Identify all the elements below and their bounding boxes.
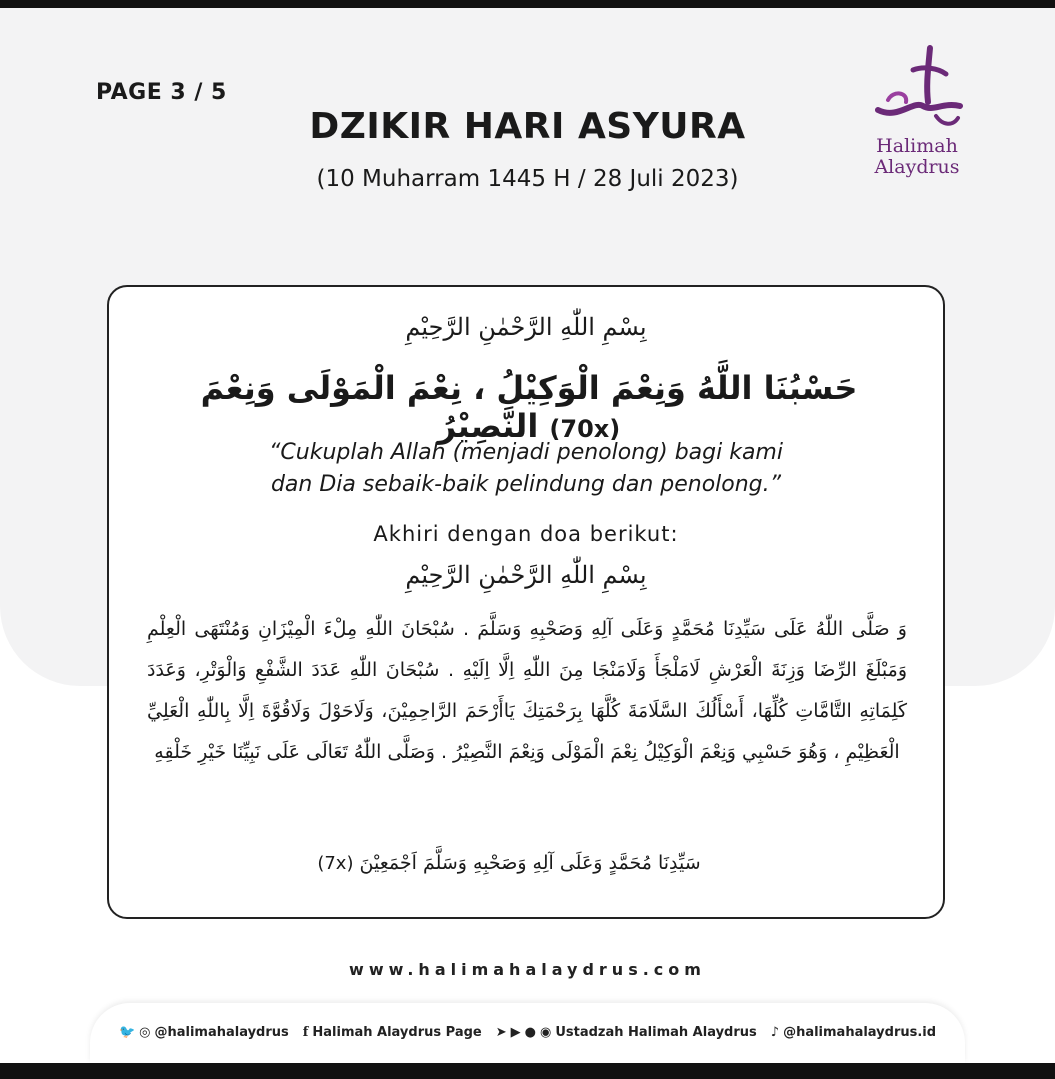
podcast-icon: ◉ xyxy=(539,1025,552,1040)
facebook-icon: f xyxy=(302,1025,309,1040)
top-border xyxy=(0,0,1055,8)
twitter-icon: 🐦 xyxy=(118,1025,136,1040)
logo-text-line2: Alaydrus xyxy=(874,156,960,178)
bottom-border xyxy=(0,1063,1055,1079)
doa-text: وَ صَلَّى اللّٰهُ عَلَى سَيِّدِنَا مُحَمَّدٍ وَعَلَى آلِهِ وَصَحْبِهِ وَسَلَّمَ . سُبْحَانَ اللّٰهِ مِلْءَ الْمِيْزَانِ وَمُنْتَهَى الْعِلْمِ وَمَبْلَغَ الرِّضَا وَزِنَةَ الْعَرْشِ لَامَلْجَأَ وَلَامَنْجَا مِنَ اللّٰهِ اِلَّا اِلَيْهِ . سُبْحَانَ اللّٰهِ عَدَدَ الشَّفْعِ وَالْوَتْرِ، وَعَدَدَ كَلِمَاتِهِ التَّامَّاتِ كُلِّهَا، أَسْأَلُكَ السَّلَامَةَ كُلَّهَا بِرَحْمَتِكَ يَاأَرْحَمَ الرَّاحِمِيْنَ، وَلَاحَوْلَ وَلَاقُوَّةَ اِلَّا بِاللّٰهِ الْعَلِيِّ الْعَظِيْمِ ، وَهُوَ حَسْبِي وَنِعْمَ الْوَكِيْلُ نِعْمَ الْمَوْلَى وَنِعْمَ النَّصِيْرُ . وَصَلَّى اللّٰهُ تَعَالَى عَلَى نَبِيِّنَا خَيْرِ خَلْقِهِ xyxy=(147,618,907,763)
footer-bar xyxy=(90,1003,965,1063)
bismillah-second: بِسْمِ اللّٰهِ الرَّحْمٰنِ الرَّحِيْمِ xyxy=(405,561,647,589)
tiktok-handle: @halimahalaydrus.id xyxy=(783,1025,937,1040)
page-title: DZIKIR HARI ASYURA xyxy=(309,106,746,147)
tiktok-icon: ♪ xyxy=(770,1025,780,1040)
telegram-icon: ➤ xyxy=(495,1025,507,1040)
doa-last-arabic: سَيِّدِنَا مُحَمَّدٍ وَعَلَى آلِهِ وَصَحْبِهِ وَسَلَّمَ اَجْمَعِيْنَ xyxy=(359,852,701,874)
social-facebook[interactable] xyxy=(303,1025,482,1040)
calligraphy-logo-icon xyxy=(868,40,968,140)
spotify-icon: ● xyxy=(524,1025,536,1040)
facebook-page: Halimah Alaydrus Page xyxy=(312,1025,482,1040)
website-url[interactable]: www.halimahalaydrus.com xyxy=(349,960,706,979)
content-card xyxy=(107,285,945,919)
dzikir-arabic: حَسْبُنَا اللَّهُ وَنِعْمَ الْوَكِيْلُ ، نِعْمَ الْمَوْلَى وَنِعْمَ النَّصِيْرُ xyxy=(200,369,858,445)
social-youtube[interactable] xyxy=(496,1025,757,1040)
instagram-icon: ◎ xyxy=(139,1025,151,1040)
translation-line2: dan Dia sebaik-baik pelindung dan penolong.” xyxy=(270,472,782,497)
social-handle: @halimahalaydrus xyxy=(154,1025,289,1040)
logo-text-line1: Halimah xyxy=(876,135,958,157)
closing-instruction: Akhiri dengan doa berikut: xyxy=(373,522,679,546)
social-tiktok[interactable] xyxy=(771,1025,936,1040)
youtube-channel: Ustadzah Halimah Alaydrus xyxy=(555,1025,757,1040)
dzikir-line xyxy=(169,369,889,445)
brand-logo xyxy=(862,40,982,190)
youtube-icon: ▶ xyxy=(510,1025,521,1040)
translation-line1: “Cukuplah Allah (menjadi penolong) bagi kami xyxy=(269,440,783,465)
dzikir-count: (70x) xyxy=(549,415,621,443)
page-subtitle: (10 Muharram 1445 H / 28 Juli 2023) xyxy=(316,166,739,192)
doa-count: (7x) xyxy=(317,853,354,874)
page-indicator: PAGE 3 / 5 xyxy=(96,80,227,105)
social-twitter-instagram[interactable] xyxy=(119,1025,289,1040)
doa-last-line xyxy=(259,852,759,874)
translation xyxy=(209,437,843,501)
bismillah: بِسْمِ اللّٰهِ الرَّحْمٰنِ الرَّحِيْمِ xyxy=(405,313,647,341)
